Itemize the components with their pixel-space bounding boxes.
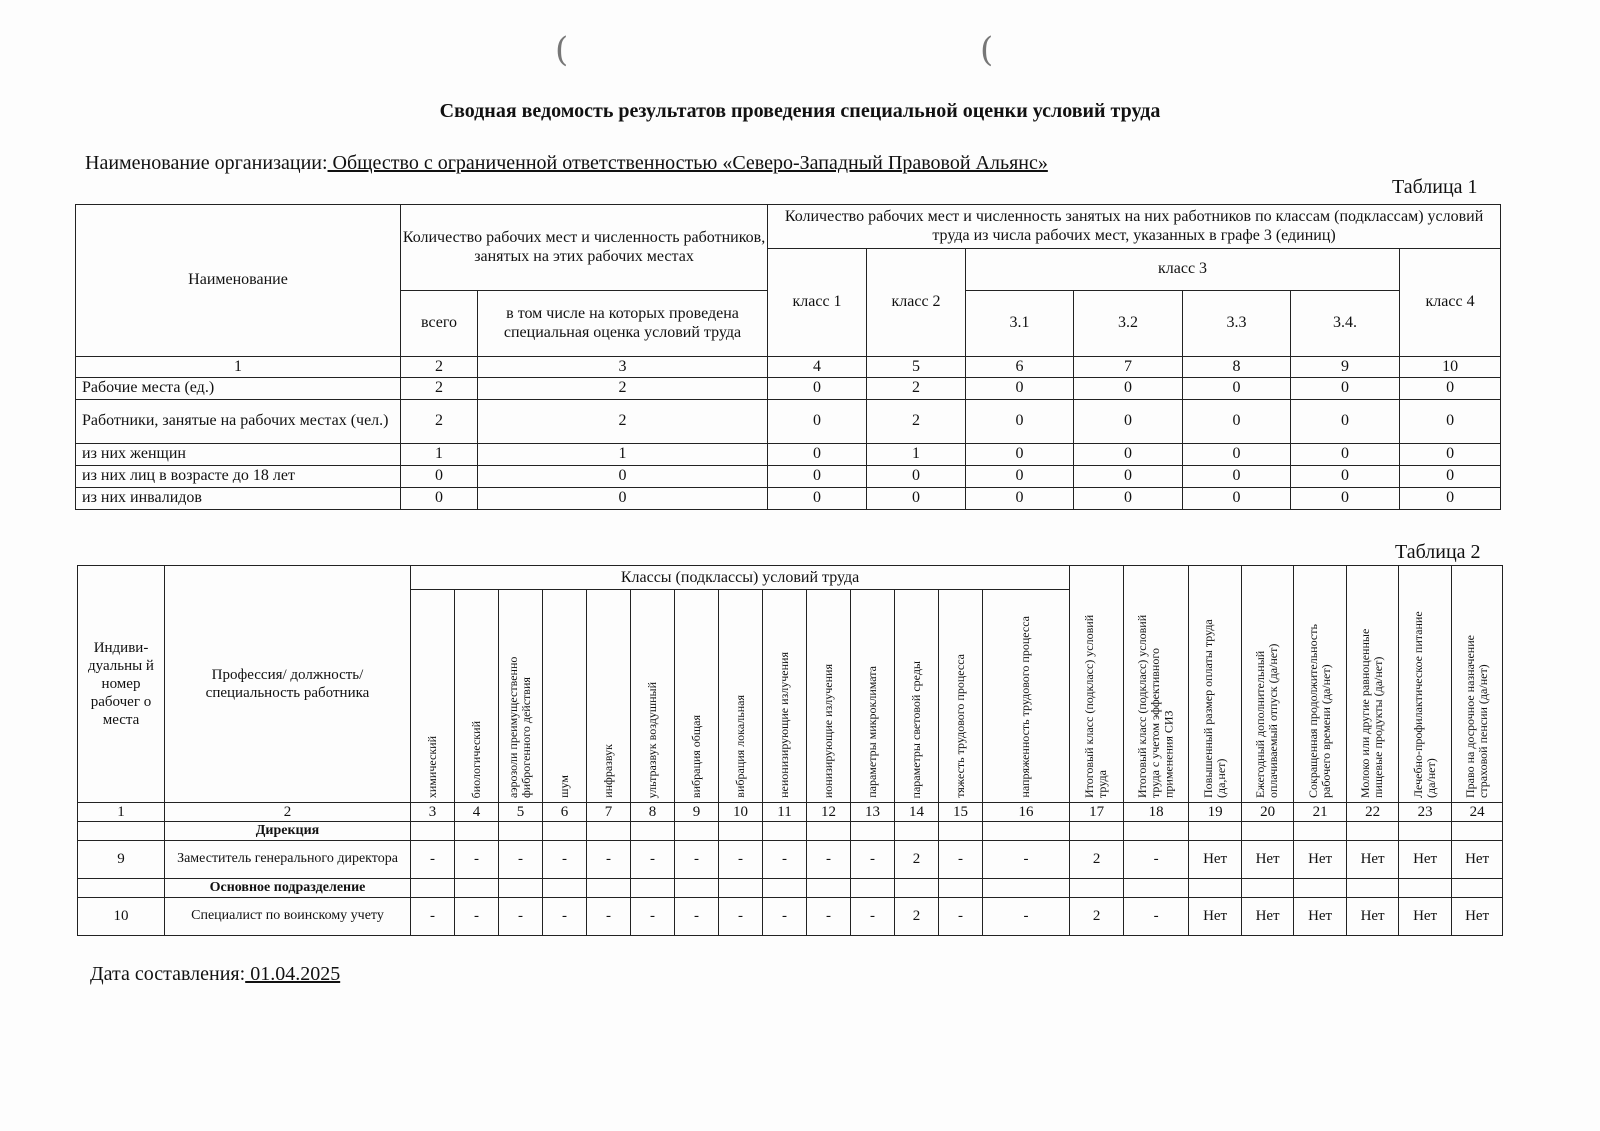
- column-number-row: [78, 803, 1503, 822]
- empty-cell: [411, 879, 455, 898]
- colnum: 5: [499, 803, 543, 822]
- colnum: 22: [1347, 803, 1399, 822]
- section-row: [78, 879, 1503, 898]
- empty-cell: [499, 879, 543, 898]
- table-row: [78, 841, 1503, 879]
- cell: 1: [478, 444, 768, 466]
- header-text: Индиви-дуальны й номер рабочег о места: [88, 640, 154, 728]
- cell: -: [719, 898, 763, 936]
- cell: 2: [867, 400, 966, 444]
- header-text: биологический: [468, 720, 483, 798]
- col-header-classes-group: Количество рабочих мест и численность занятых на них работников по классам (подклассам) условий труда из числа рабочих мест, указанных в графе 3 (единиц): [768, 205, 1501, 249]
- cell: 0: [401, 466, 478, 488]
- colnum: 9: [1291, 357, 1400, 378]
- table-row: [76, 466, 1501, 488]
- empty-cell: [851, 879, 895, 898]
- cell: -: [983, 898, 1070, 936]
- col-header-20: [1242, 566, 1294, 803]
- colnum: 18: [1124, 803, 1189, 822]
- cell: Нет: [1452, 898, 1503, 936]
- col-header-13: [851, 590, 895, 803]
- cell: Нет: [1242, 841, 1294, 879]
- cell: -: [983, 841, 1070, 879]
- header-text: ультразвук воздушный: [644, 681, 659, 798]
- cell: 0: [1074, 466, 1183, 488]
- header-text: химический: [424, 735, 439, 798]
- empty-cell: [78, 822, 165, 841]
- cell: 0: [401, 488, 478, 510]
- cell: Нет: [1399, 898, 1452, 936]
- empty-cell: [631, 822, 675, 841]
- cell: 1: [401, 444, 478, 466]
- colnum: 14: [895, 803, 939, 822]
- table1-caption: Таблица 1: [1392, 176, 1478, 198]
- header-text: вибрация локальная: [732, 695, 747, 798]
- empty-cell: [939, 822, 983, 841]
- empty-cell: [895, 879, 939, 898]
- row-label: Работники, занятые на рабочих местах (чел.): [76, 400, 401, 444]
- profession: Заместитель генерального директора: [165, 841, 411, 879]
- colnum: 17: [1070, 803, 1124, 822]
- col-header-class4: класс 4: [1400, 249, 1501, 357]
- colnum: 21: [1294, 803, 1347, 822]
- organization-name: Общество с ограниченной ответственностью «Северо-Западный Правовой Альянс»: [327, 152, 1048, 174]
- cell: -: [499, 841, 543, 879]
- col-header-class3: класс 3: [966, 249, 1400, 291]
- header-text: Итоговый класс (подкласс) условий труда: [1082, 614, 1110, 798]
- col-header-12: [807, 590, 851, 803]
- empty-cell: [1347, 822, 1399, 841]
- cell: 1: [867, 444, 966, 466]
- empty-cell: [1294, 879, 1347, 898]
- empty-cell: [1399, 822, 1452, 841]
- empty-cell: [1452, 822, 1503, 841]
- col-header-19: [1189, 566, 1242, 803]
- header-text: инфразвук: [600, 744, 615, 798]
- cell: 2: [895, 841, 939, 879]
- col-header-3-2: 3.2: [1074, 291, 1183, 357]
- cell: 0: [1291, 466, 1400, 488]
- cell: -: [631, 898, 675, 936]
- table-row: [76, 488, 1501, 510]
- cell: -: [411, 898, 455, 936]
- header-text: Лечебно-профилактическое питание (да/нет): [1410, 611, 1439, 798]
- header-text: напряженность трудового процесса: [1018, 616, 1033, 798]
- cell: Нет: [1189, 898, 1242, 936]
- empty-cell: [587, 879, 631, 898]
- empty-cell: [675, 822, 719, 841]
- col-header-3-4: 3.4.: [1291, 291, 1400, 357]
- empty-cell: [1124, 822, 1189, 841]
- cell: -: [807, 841, 851, 879]
- cell: Нет: [1294, 841, 1347, 879]
- col-header-class1: класс 1: [768, 249, 867, 357]
- empty-cell: [1189, 822, 1242, 841]
- empty-cell: [983, 822, 1070, 841]
- header-text: Повышенный размер оплаты труда (да,нет): [1200, 619, 1229, 798]
- cell: 0: [1400, 488, 1501, 510]
- date-line: [90, 963, 340, 986]
- summary-table: [75, 204, 1501, 510]
- empty-cell: [983, 879, 1070, 898]
- cell: 0: [1074, 488, 1183, 510]
- cell: 0: [966, 444, 1074, 466]
- cell: -: [631, 841, 675, 879]
- cell: 0: [1183, 378, 1291, 400]
- colnum: 15: [939, 803, 983, 822]
- empty-cell: [499, 822, 543, 841]
- colnum: 10: [1400, 357, 1501, 378]
- cell: 0: [1400, 378, 1501, 400]
- col-header-3-3: 3.3: [1183, 291, 1291, 357]
- cell: 2: [401, 378, 478, 400]
- col-header-21: [1294, 566, 1347, 803]
- empty-cell: [807, 879, 851, 898]
- row-label: Рабочие места (ед.): [76, 378, 401, 400]
- cell: -: [1124, 898, 1189, 936]
- table-row: [76, 400, 1501, 444]
- empty-cell: [78, 879, 165, 898]
- empty-cell: [455, 822, 499, 841]
- col-header-16: [983, 590, 1070, 803]
- cell: 0: [1291, 400, 1400, 444]
- colnum: 8: [1183, 357, 1291, 378]
- cell: Нет: [1189, 841, 1242, 879]
- cell: -: [543, 841, 587, 879]
- cell: 2: [401, 400, 478, 444]
- col-header-15: [939, 590, 983, 803]
- header-text: Итоговый класс (подкласс) условий труда с учетом эффективного применения СИЗ: [1135, 614, 1176, 798]
- col-header-3-1: 3.1: [966, 291, 1074, 357]
- cell: Нет: [1347, 898, 1399, 936]
- header-text: ионизирующие излучения: [820, 663, 835, 798]
- cell: Нет: [1294, 898, 1347, 936]
- header-text: неионизирующие излучения: [776, 652, 791, 798]
- cell: 0: [966, 488, 1074, 510]
- col-header-workplace-number: [78, 566, 165, 803]
- cell: 0: [966, 400, 1074, 444]
- cell: Нет: [1242, 898, 1294, 936]
- col-header-assessed: в том числе на которых проведена специальная оценка условий труда: [478, 291, 768, 357]
- empty-cell: [719, 879, 763, 898]
- cell: 0: [768, 444, 867, 466]
- cell: -: [499, 898, 543, 936]
- empty-cell: [1124, 879, 1189, 898]
- colnum: 1: [76, 357, 401, 378]
- header-text: параметры микроклимата: [864, 666, 879, 798]
- cell: 2: [478, 378, 768, 400]
- header-text: тяжесть трудового процесса: [952, 654, 967, 798]
- row-label: из них инвалидов: [76, 488, 401, 510]
- header-text: вибрация общая: [688, 714, 703, 798]
- cell: 0: [768, 466, 867, 488]
- col-header-total: всего: [401, 291, 478, 357]
- col-header-4: [455, 590, 499, 803]
- empty-cell: [631, 879, 675, 898]
- cell: 0: [478, 488, 768, 510]
- cell: -: [851, 841, 895, 879]
- empty-cell: [587, 822, 631, 841]
- cell: 0: [478, 466, 768, 488]
- empty-cell: [939, 879, 983, 898]
- empty-cell: [543, 879, 587, 898]
- empty-cell: [1242, 879, 1294, 898]
- colnum: 1: [78, 803, 165, 822]
- cell: 0: [768, 400, 867, 444]
- section-title: Дирекция: [165, 822, 411, 841]
- empty-cell: [763, 879, 807, 898]
- cell: 0: [1291, 444, 1400, 466]
- colnum: 6: [543, 803, 587, 822]
- empty-cell: [851, 822, 895, 841]
- colnum: 9: [675, 803, 719, 822]
- col-header-24: [1452, 566, 1503, 803]
- cell: 0: [768, 378, 867, 400]
- colnum: 23: [1399, 803, 1452, 822]
- empty-cell: [411, 822, 455, 841]
- cell: -: [455, 841, 499, 879]
- cell: 0: [768, 488, 867, 510]
- workplace-number: 10: [78, 898, 165, 936]
- colnum: 3: [478, 357, 768, 378]
- cell: 0: [1074, 378, 1183, 400]
- col-header-name: Наименование: [76, 205, 401, 357]
- cell: 0: [1291, 488, 1400, 510]
- col-header-count-group: Количество рабочих мест и численность работников, занятых на этих рабочих местах: [401, 205, 768, 291]
- workplace-table: [77, 565, 1503, 936]
- cell: 0: [1074, 444, 1183, 466]
- colnum: 2: [401, 357, 478, 378]
- col-header-11: [763, 590, 807, 803]
- empty-cell: [895, 822, 939, 841]
- document-title: Сводная ведомость результатов проведения специальной оценки условий труда: [439, 100, 1161, 122]
- organization-label: Наименование организации:: [85, 152, 328, 174]
- colnum: 10: [719, 803, 763, 822]
- colnum: 6: [966, 357, 1074, 378]
- cell: -: [411, 841, 455, 879]
- col-header-6: [543, 590, 587, 803]
- colnum: 24: [1452, 803, 1503, 822]
- table-row: [78, 898, 1503, 936]
- cell: -: [675, 841, 719, 879]
- empty-cell: [1189, 879, 1242, 898]
- cell: -: [763, 898, 807, 936]
- colnum: 20: [1242, 803, 1294, 822]
- cell: 2: [478, 400, 768, 444]
- empty-cell: [543, 822, 587, 841]
- header-text: аэрозоли преимущественно фиброгенного действия: [506, 656, 534, 798]
- cell: -: [939, 841, 983, 879]
- cell: 0: [1400, 444, 1501, 466]
- workplace-number: 9: [78, 841, 165, 879]
- table2-caption: Таблица 2: [1395, 541, 1481, 563]
- cell: 2: [1070, 898, 1124, 936]
- cell: -: [587, 898, 631, 936]
- colnum: 11: [763, 803, 807, 822]
- col-header-3: [411, 590, 455, 803]
- col-header-7: [587, 590, 631, 803]
- colnum: 19: [1189, 803, 1242, 822]
- cell: 2: [867, 378, 966, 400]
- col-header-23: [1399, 566, 1452, 803]
- empty-cell: [455, 879, 499, 898]
- empty-cell: [719, 822, 763, 841]
- colnum: 4: [455, 803, 499, 822]
- cell: 0: [1074, 400, 1183, 444]
- cell: -: [675, 898, 719, 936]
- cell: -: [455, 898, 499, 936]
- colnum: 7: [587, 803, 631, 822]
- cell: 0: [1183, 488, 1291, 510]
- header-text: Молоко или другие равноценные пищевые продукты (да/нет): [1358, 628, 1386, 798]
- empty-cell: [1070, 822, 1124, 841]
- col-header-profession: [165, 566, 411, 803]
- empty-cell: [1347, 879, 1399, 898]
- punch-hole-left-icon: (: [555, 30, 569, 70]
- colnum: 5: [867, 357, 966, 378]
- colnum: 12: [807, 803, 851, 822]
- colnum: 2: [165, 803, 411, 822]
- date-label: Дата составления:: [90, 963, 246, 985]
- cell: 0: [867, 488, 966, 510]
- colnum: 16: [983, 803, 1070, 822]
- cell: Нет: [1347, 841, 1399, 879]
- cell: -: [939, 898, 983, 936]
- cell: -: [1124, 841, 1189, 879]
- header-text: шум: [556, 775, 571, 798]
- col-header-classes: Классы (подклассы) условий труда: [411, 566, 1070, 590]
- organization-line: [85, 152, 1048, 175]
- colnum: 7: [1074, 357, 1183, 378]
- cell: 0: [1400, 400, 1501, 444]
- cell: -: [807, 898, 851, 936]
- col-header-10: [719, 590, 763, 803]
- table-row: [76, 378, 1501, 400]
- cell: 2: [895, 898, 939, 936]
- column-number-row: [76, 357, 1501, 378]
- cell: -: [719, 841, 763, 879]
- header-text: Ежегодный дополнительный оплачиваемый отпуск (да/нет): [1253, 643, 1281, 798]
- colnum: 13: [851, 803, 895, 822]
- row-label: из них лиц в возрасте до 18 лет: [76, 466, 401, 488]
- col-header-9: [675, 590, 719, 803]
- cell: 0: [1291, 378, 1400, 400]
- punch-hole-right-icon: (: [980, 30, 994, 70]
- header-text: Сокращенная продолжительность рабочего времени (да/нет): [1305, 624, 1334, 798]
- col-header-17: [1070, 566, 1124, 803]
- cell: 0: [1400, 466, 1501, 488]
- empty-cell: [1242, 822, 1294, 841]
- cell: -: [763, 841, 807, 879]
- empty-cell: [1294, 822, 1347, 841]
- col-header-8: [631, 590, 675, 803]
- cell: 0: [1183, 400, 1291, 444]
- empty-cell: [1399, 879, 1452, 898]
- colnum: 4: [768, 357, 867, 378]
- cell: 0: [867, 466, 966, 488]
- header-text: параметры световой среды: [908, 660, 923, 798]
- cell: -: [543, 898, 587, 936]
- colnum: 3: [411, 803, 455, 822]
- col-header-class2: класс 2: [867, 249, 966, 357]
- colnum: 8: [631, 803, 675, 822]
- col-header-22: [1347, 566, 1399, 803]
- cell: Нет: [1452, 841, 1503, 879]
- header-text: Право на досрочное назначение страховой пенсии (да/нет): [1462, 635, 1491, 798]
- cell: Нет: [1399, 841, 1452, 879]
- section-title: Основное подразделение: [165, 879, 411, 898]
- empty-cell: [1070, 879, 1124, 898]
- cell: 0: [1183, 444, 1291, 466]
- col-header-18: [1124, 566, 1189, 803]
- header-text: Профессия/ должность/ специальность работника: [205, 667, 370, 701]
- row-label: из них женщин: [76, 444, 401, 466]
- cell: 2: [1070, 841, 1124, 879]
- date-value: 01.04.2025: [245, 963, 341, 985]
- cell: -: [587, 841, 631, 879]
- cell: -: [851, 898, 895, 936]
- empty-cell: [807, 822, 851, 841]
- empty-cell: [675, 879, 719, 898]
- table-row: [76, 444, 1501, 466]
- col-header-5: [499, 590, 543, 803]
- empty-cell: [763, 822, 807, 841]
- cell: 0: [966, 466, 1074, 488]
- cell: 0: [966, 378, 1074, 400]
- empty-cell: [1452, 879, 1503, 898]
- cell: 0: [1183, 466, 1291, 488]
- profession: Специалист по воинскому учету: [165, 898, 411, 936]
- section-row: [78, 822, 1503, 841]
- col-header-14: [895, 590, 939, 803]
